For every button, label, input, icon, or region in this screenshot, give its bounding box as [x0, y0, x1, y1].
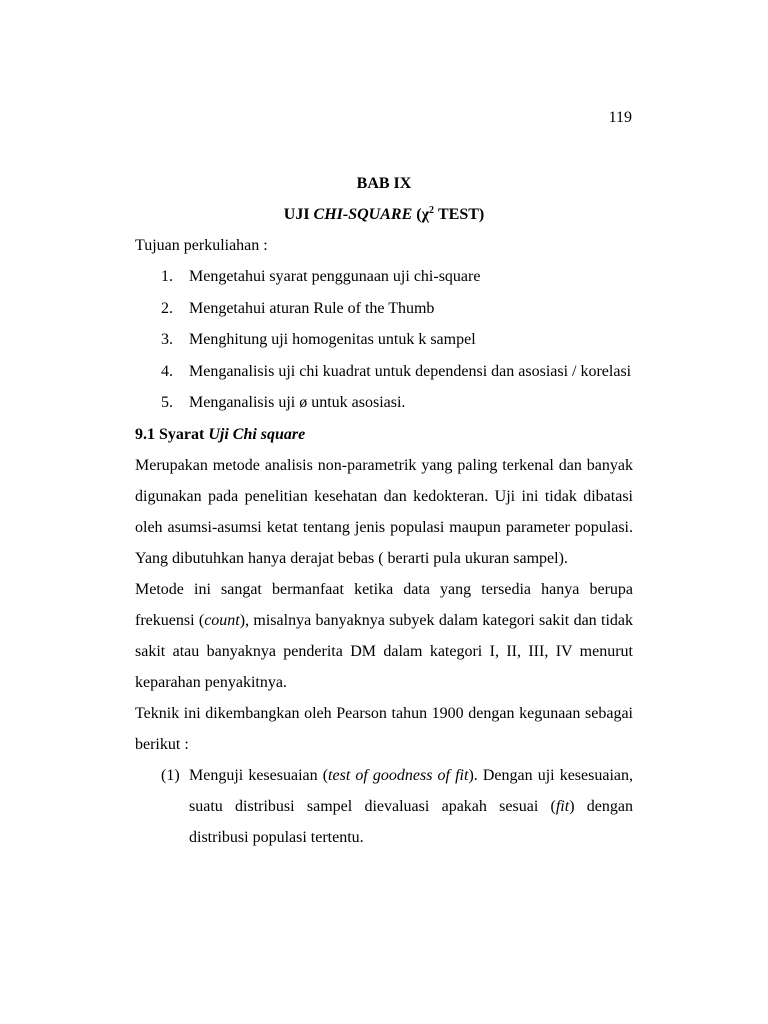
paragraph-3: Teknik ini dikembangkan oleh Pearson tahun 1900 dengan kegunaan sebagai berikut :: [135, 704, 633, 753]
paragraph-2: [135, 574, 633, 698]
list-item-text: Menghitung uji homogenitas untuk k sampel: [189, 331, 476, 348]
page-number: 119: [608, 109, 632, 126]
list-item-number: 1.: [161, 268, 173, 285]
list-item: [135, 760, 633, 853]
list-item: [135, 293, 633, 325]
paragraph-2-part-a: Metode ini sangat bermanfaat ketika data yang tersedia hanya berupa frekuensi (: [135, 580, 633, 629]
chapter-title-italic: CHI-SQUARE: [313, 206, 413, 223]
list-item-number: 5.: [161, 394, 173, 411]
paragraph-2-italic: count: [204, 611, 240, 629]
paragraph-2-part-b: ), misalnya banyaknya subyek dalam kategori sakit dan tidak sakit atau banyaknya penderita DM dalam kategori I, II, III, IV menurut keparahan penyakitnya.: [135, 611, 633, 691]
list-item-number: 2.: [161, 299, 173, 317]
objectives-list: [135, 261, 633, 419]
list-item-text: Menganalisis uji ø untuk asosiasi.: [189, 394, 406, 411]
section-title: Uji Chi square: [208, 425, 306, 443]
list-item: [135, 324, 633, 356]
list-item-text: Mengetahui aturan Rule of the Thumb: [189, 299, 435, 317]
use-italic-1: test of goodness of fit: [328, 766, 469, 784]
chapter-title-superscript: 2: [428, 205, 434, 216]
use-italic-2: fit: [555, 797, 570, 815]
chapter-title-suffix: TEST): [433, 206, 485, 223]
chapter-title: [135, 199, 633, 230]
list-item: [135, 356, 633, 388]
use-text-c: ) dengan distribusi populasi tertentu.: [189, 797, 633, 846]
list-item: [135, 261, 633, 293]
list-item-text: Menganalisis uji chi kuadrat untuk dependensi dan asosiasi / korelasi: [189, 362, 632, 380]
section-heading: [135, 419, 633, 450]
section-number: 9.1 Syarat: [135, 425, 209, 443]
paragraph-1: Merupakan metode analisis non-parametrik yang paling terkenal dan banyak digunakan pada penelitian kesehatan dan kedokteran. Uji ini tidak dibatasi oleh asumsi-asumsi ketat tentang jenis populasi maupun parameter populasi. Yang dibutuhkan hanya derajat bebas ( berarti pula ukuran sampel).: [135, 456, 633, 567]
use-text-b: ). Dengan uji kesesuaian, suatu distribusi sampel dievaluasi apakah sesuai (: [189, 766, 634, 815]
list-item-number: (1): [161, 766, 180, 784]
uses-list: [135, 760, 633, 853]
list-item-number: 4.: [161, 362, 173, 380]
use-text-a: Menguji kesesuaian (: [189, 766, 329, 784]
list-item-number: 3.: [161, 331, 173, 348]
chapter-title-mid: (χ: [412, 206, 429, 223]
document-body: [135, 168, 633, 853]
objectives-heading: Tujuan perkuliahan :: [135, 237, 268, 254]
list-item: [135, 387, 633, 419]
chapter-label: BAB IX: [356, 175, 412, 192]
chapter-title-prefix: UJI: [283, 206, 314, 223]
list-item-text: Mengetahui syarat penggunaan uji chi-square: [189, 268, 481, 285]
